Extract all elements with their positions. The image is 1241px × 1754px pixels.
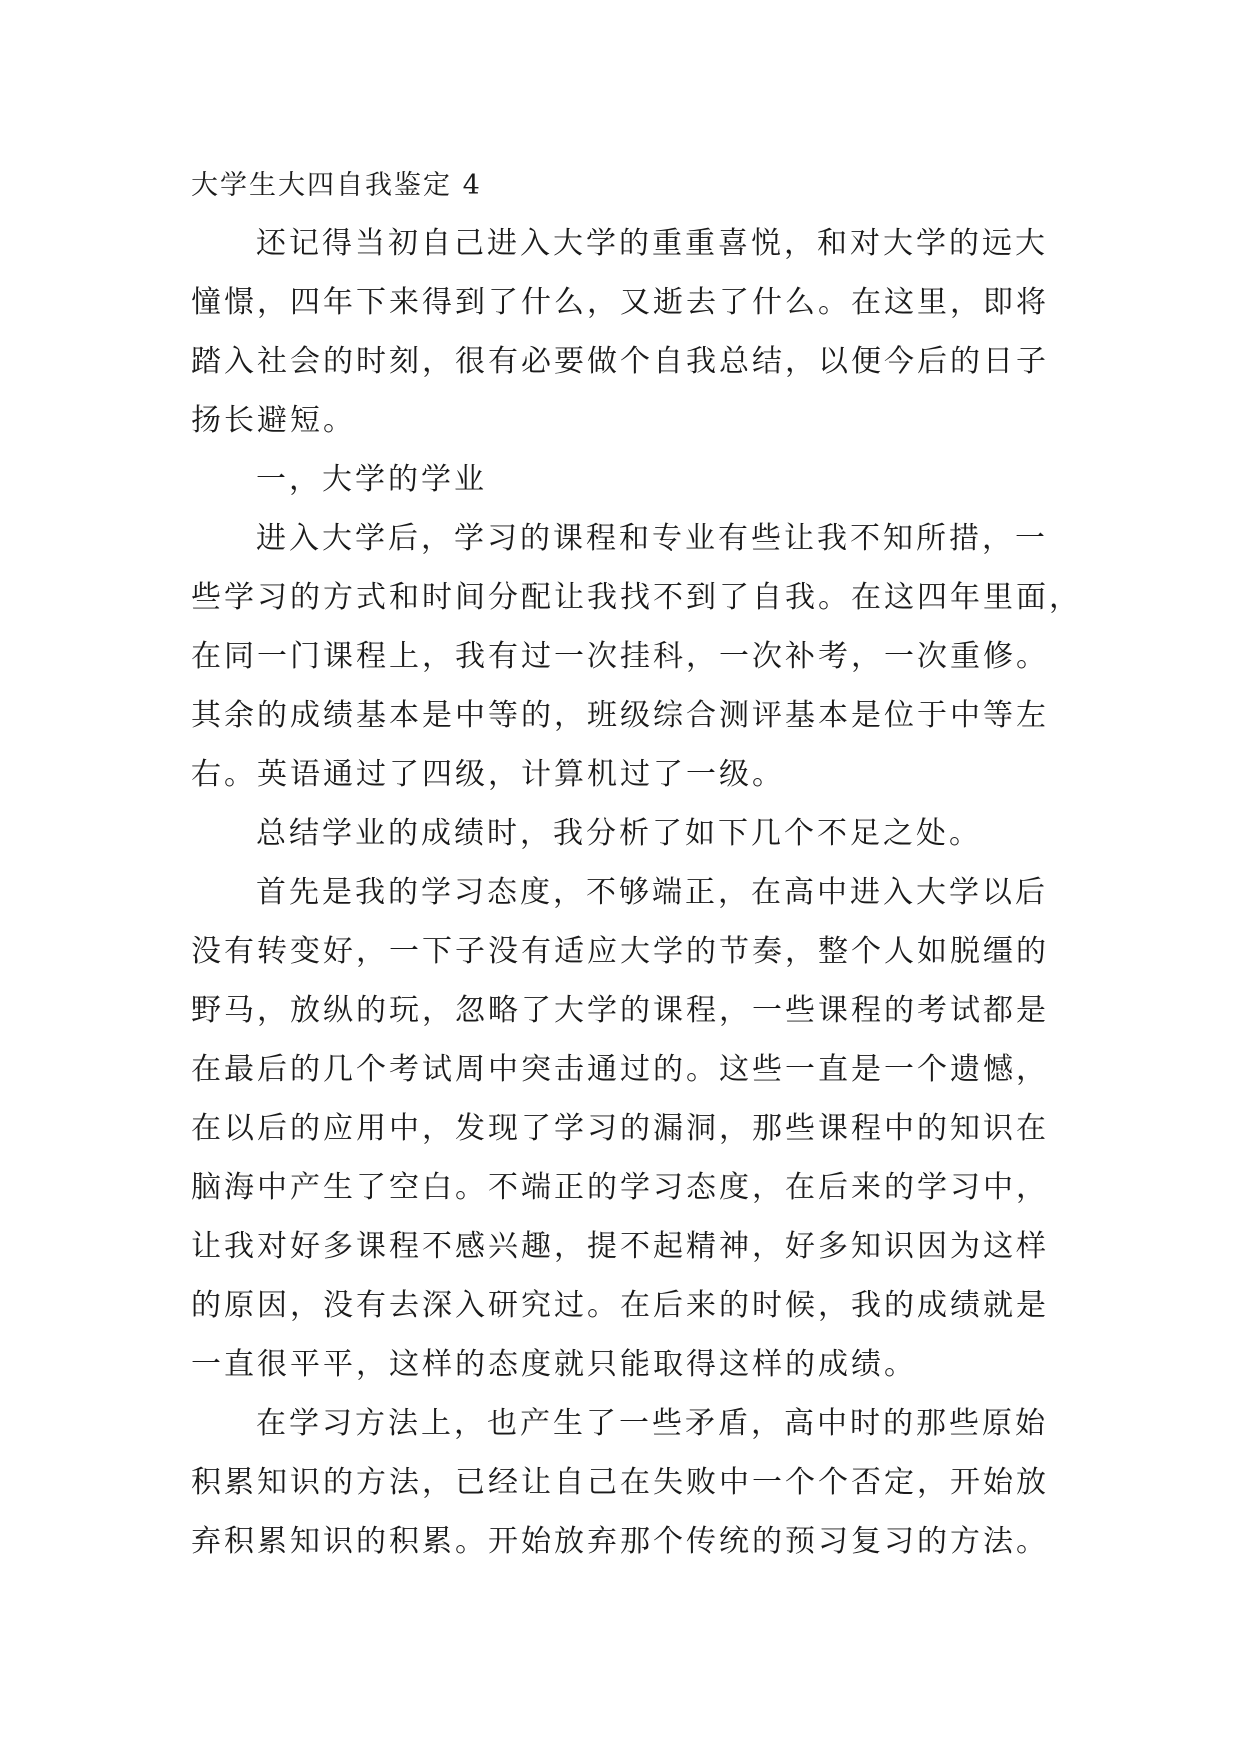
text-line: 踏入社会的时刻，很有必要做个自我总结，以便今后的日子 — [191, 344, 1049, 379]
text-line: 些学习的方式和时间分配让我找不到了自我。在这四年里面， — [191, 580, 1082, 615]
text-line: 一直很平平，这样的态度就只能取得这样的成绩。 — [191, 1347, 917, 1382]
text-line: 野马，放纵的玩，忽略了大学的课程，一些课程的考试都是 — [191, 993, 1049, 1028]
text-line: 首先是我的学习态度，不够端正，在高中进入大学以后 — [256, 875, 1048, 910]
text-line: 憧憬，四年下来得到了什么，又逝去了什么。在这里，即将 — [191, 285, 1049, 320]
text-line: 没有转变好，一下子没有适应大学的节奏，整个人如脱缰的 — [191, 934, 1049, 969]
text-line: 的原因，没有去深入研究过。在后来的时候，我的成绩就是 — [191, 1288, 1049, 1323]
text-line: 其余的成绩基本是中等的，班级综合测评基本是位于中等左 — [191, 698, 1049, 733]
text-line: 积累知识的方法，已经让自己在失败中一个个否定，开始放 — [191, 1465, 1049, 1500]
text-line: 右。英语通过了四级，计算机过了一级。 — [191, 757, 785, 792]
text-line: 脑海中产生了空白。不端正的学习态度，在后来的学习中， — [191, 1170, 1049, 1205]
text-line: 在学习方法上，也产生了一些矛盾，高中时的那些原始 — [256, 1406, 1048, 1441]
text-line: 让我对好多课程不感兴趣，提不起精神，好多知识因为这样 — [191, 1229, 1049, 1264]
document-title: 大学生大四自我鉴定 4 — [191, 170, 482, 201]
text-line: 总结学业的成绩时，我分析了如下几个不足之处。 — [256, 816, 982, 851]
text-line: 在以后的应用中，发现了学习的漏洞，那些课程中的知识在 — [191, 1111, 1049, 1146]
section-heading: 一，大学的学业 — [256, 462, 487, 497]
text-line: 进入大学后，学习的课程和专业有些让我不知所措，一 — [256, 521, 1048, 556]
text-line: 在同一门课程上，我有过一次挂科，一次补考，一次重修。 — [191, 639, 1049, 674]
text-line: 弃积累知识的积累。开始放弃那个传统的预习复习的方法。 — [191, 1524, 1049, 1559]
text-line: 还记得当初自己进入大学的重重喜悦，和对大学的远大 — [256, 226, 1048, 261]
text-line: 扬长避短。 — [191, 403, 356, 438]
text-line: 在最后的几个考试周中突击通过的。这些一直是一个遗憾， — [191, 1052, 1049, 1087]
